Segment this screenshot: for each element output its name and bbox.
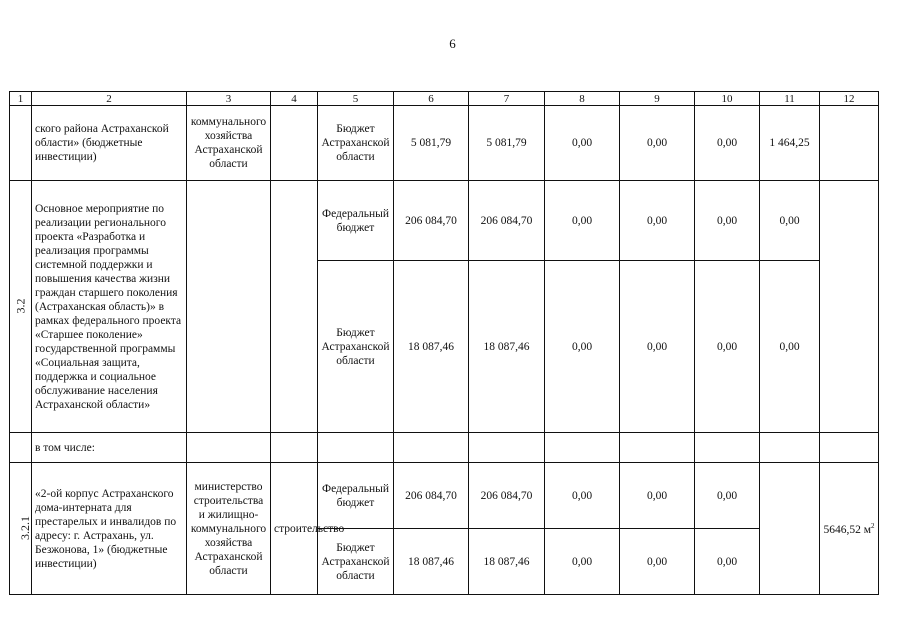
header-row	[10, 92, 879, 106]
value-col7: 206 084,70	[469, 181, 545, 261]
table-row	[10, 181, 879, 261]
work-type	[271, 181, 318, 433]
value-col7: 206 084,70	[469, 463, 545, 529]
value-col9: 0,00	[620, 529, 695, 595]
column-header: 10	[695, 92, 760, 106]
value-col9: 0,00	[620, 261, 695, 433]
value-col7: 5 081,79	[469, 106, 545, 181]
row-code: 3.2	[10, 181, 32, 433]
including-label: в том числе:	[32, 433, 187, 463]
column-header: 2	[32, 92, 187, 106]
value-col6: 206 084,70	[394, 463, 469, 529]
column-header: 11	[760, 92, 820, 106]
column-header: 5	[318, 92, 394, 106]
value-col11: 0,00	[760, 261, 820, 433]
column-header: 4	[271, 92, 318, 106]
value-col6: 18 087,46	[394, 261, 469, 433]
measure-name: ского района Астраханской области» (бюджетные инвестиции)	[32, 106, 187, 181]
table-row	[10, 106, 879, 181]
value-col8: 0,00	[545, 261, 620, 433]
value-col6: 18 087,46	[394, 529, 469, 595]
column-header: 8	[545, 92, 620, 106]
measure-name: «2-ой корпус Астраханского дома-интерната для престарелых и инвалидов по адресу: г. Астрахань, ул. Безжонова, 1» (бюджетные инвестиции)	[32, 463, 187, 595]
value-col10: 0,00	[695, 106, 760, 181]
value-col10: 0,00	[695, 529, 760, 595]
funding-source: Федеральный бюджет	[318, 181, 394, 261]
row-code	[10, 433, 32, 463]
value-col11: 0,00	[760, 181, 820, 261]
capacity	[820, 463, 879, 595]
value-col10: 0,00	[695, 261, 760, 433]
work-type: строительство	[271, 463, 318, 595]
area-unit-exponent: 2	[871, 522, 875, 531]
funding-source: Федеральный бюджет	[318, 463, 394, 529]
column-header: 9	[620, 92, 695, 106]
column-header: 6	[394, 92, 469, 106]
value-col9: 0,00	[620, 181, 695, 261]
value-col6: 5 081,79	[394, 106, 469, 181]
value-col7: 18 087,46	[469, 529, 545, 595]
value-col6: 206 084,70	[394, 181, 469, 261]
funding-source: Бюджет Астраханской области	[318, 529, 394, 595]
executor: министерство строительства и жилищно-коммунального хозяйства Астраханской области	[187, 463, 271, 595]
value-col10: 0,00	[695, 463, 760, 529]
budget-table	[9, 91, 879, 595]
value-col8: 0,00	[545, 181, 620, 261]
funding-source: Бюджет Астраханской области	[318, 261, 394, 433]
page-number: 6	[449, 36, 456, 51]
value-col11: 1 464,25	[760, 106, 820, 181]
capacity	[820, 106, 879, 181]
value-col11	[760, 463, 820, 595]
column-header: 3	[187, 92, 271, 106]
column-header: 7	[469, 92, 545, 106]
executor	[187, 181, 271, 433]
value-col10: 0,00	[695, 181, 760, 261]
column-header: 12	[820, 92, 879, 106]
measure-name: Основное мероприятие по реализации регионального проекта «Разработка и реализация программы системной поддержки и повышения качества жизни граждан старшего поколения (Астраханская область)» в рамках федерального проекта «Старшее поколение» государственной программы «Социальная защита, поддержка и социальное обслуживание населения Астраханской области»	[32, 181, 187, 433]
work-type	[271, 106, 318, 181]
area-value: 5646,52 м	[823, 524, 872, 537]
row-code: 3.2.1	[10, 463, 32, 595]
capacity	[820, 181, 879, 433]
executor: коммунального хозяйства Астраханской области	[187, 106, 271, 181]
value-col7: 18 087,46	[469, 261, 545, 433]
value-col8: 0,00	[545, 463, 620, 529]
funding-source: Бюджет Астраханской области	[318, 106, 394, 181]
column-header: 1	[10, 92, 32, 106]
value-col9: 0,00	[620, 463, 695, 529]
table-row	[10, 433, 879, 463]
row-code	[10, 106, 32, 181]
value-col8: 0,00	[545, 106, 620, 181]
value-col9: 0,00	[620, 106, 695, 181]
value-col8: 0,00	[545, 529, 620, 595]
table-row	[10, 463, 879, 529]
